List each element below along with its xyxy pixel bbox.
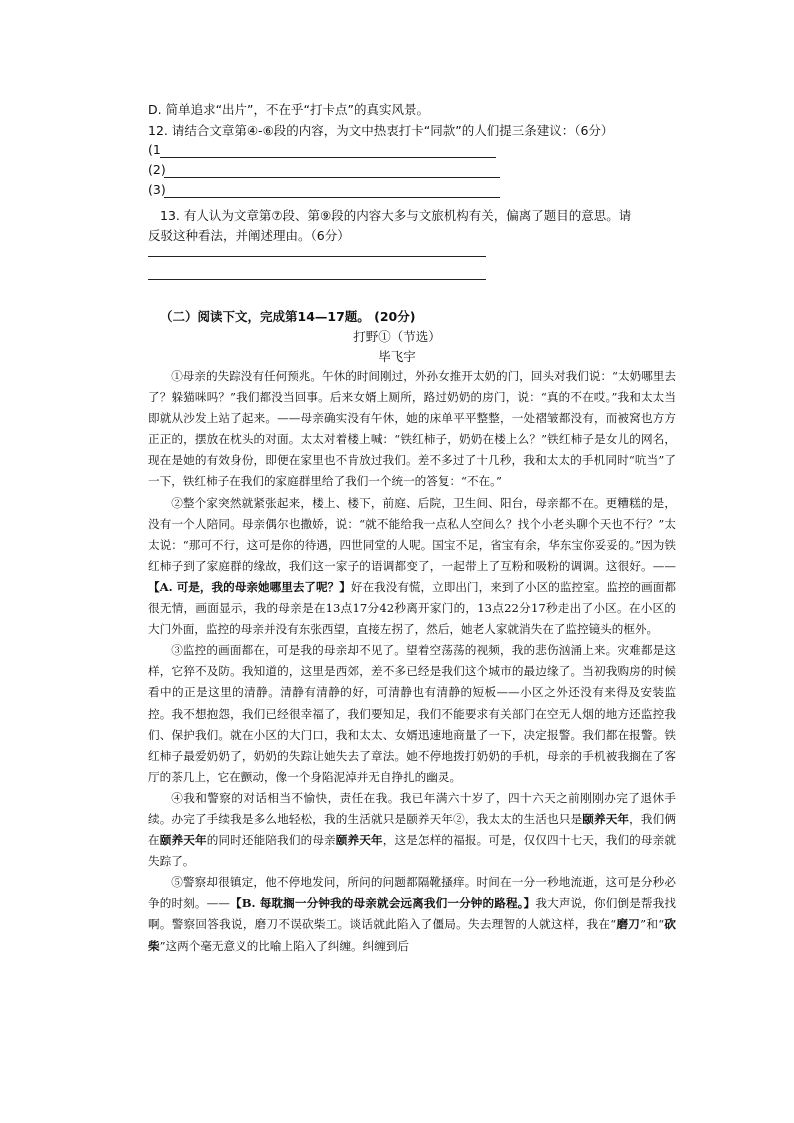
paragraph-4-text: ，这是怎样的福报。可是，仅仅四十七天，我们的母亲就失踪了。 bbox=[148, 833, 676, 869]
blank-label: (1 bbox=[148, 142, 161, 157]
answer-line-13b[interactable] bbox=[148, 279, 486, 280]
passage-title: 打野①（节选） bbox=[353, 329, 441, 344]
paragraph-2-text-a: ②整个家突然就紧张起来，楼上、楼下，前庭、后院，卫生间、阳台，母亲都不在。更糟糕的是，没有一个人陪同。母亲偶尔也撒娇，说：“就不能给我一点私人空间么？找个小老头聊个天也不行？”太太说：“那可不行，这可是你的待遇，四世同堂的人呢。国宝不足，省宝有余，华东宝你妥妥的。”因为铁红柿子到了家庭群的缘故，我们这一家子的语调都变了，一起带上了互粉和吸粉的调调。这很好。—— bbox=[148, 495, 676, 573]
paragraph-5-text: ”和“ bbox=[640, 917, 665, 932]
answer-blank-1[interactable] bbox=[148, 142, 496, 160]
section-heading: （二）阅读下文，完成第14—17题。 (20分) bbox=[160, 309, 416, 324]
paragraph-4 bbox=[148, 788, 676, 872]
paragraph-4-text: ④我和警察的对话相当不愉快，责任在我。我已年满六十岁了，四十六天之前刚刚办完了退休手续。办完了手续我是多么地轻松，我的生活就只是颐养天年②，我太太的生活也只是 bbox=[148, 790, 676, 826]
paragraph-2-text-b: 好在我没有慌，立即出门，来到了小区的监控室。监控的画面都很无情，画面显示，我的母亲是在13点17分42秒离开家门的，13点22分17秒走出了小区。在小区的大门外面，监控的母亲并没有东张西望，直接左拐了，然后，她老人家就消失在了监控镜头的框外。 bbox=[148, 579, 676, 637]
blank-underline bbox=[164, 197, 500, 198]
answer-line-13a[interactable] bbox=[148, 256, 486, 257]
bold-phrase: 颐养天年 bbox=[582, 811, 630, 826]
answer-blank-3[interactable] bbox=[148, 182, 500, 200]
passage-author: 毕飞宇 bbox=[378, 349, 416, 364]
bold-phrase: 颐养天年 bbox=[159, 833, 207, 848]
blank-label: (2) bbox=[148, 162, 166, 177]
paragraph-4-text: ，我们俩在 bbox=[148, 811, 676, 848]
bold-phrase: 磨刀 bbox=[616, 917, 641, 932]
marked-sentence-b: 【B. 每耽搁一分钟我的母亲就会远离我们一分钟的路程。】 bbox=[229, 896, 536, 911]
answer-blank-2[interactable] bbox=[148, 162, 500, 180]
bold-phrase: 颐养天年 bbox=[335, 833, 383, 848]
blank-underline bbox=[160, 157, 496, 158]
bold-phrase: 砍柴 bbox=[148, 917, 676, 953]
paragraph-5-text: ”这两个毫无意义的比喻上陷入了纠缠。纠缠到后 bbox=[159, 938, 410, 953]
question-13-line-2: 反驳这种看法，并阐述理由。（6分） bbox=[148, 228, 350, 243]
passage-body bbox=[148, 366, 676, 957]
paragraph-3: ③监控的画面都在，可是我的母亲却不见了。望着空荡荡的视频，我的悲伤汹涌上来。灾难都是这样，它猝不及防。我知道的，这里是西郊，差不多已经是我们这个城市的最边缘了。当初我购房的时候看中的正是这里的清静。清静有清静的好，可清静也有清静的短板——小区之外还没有来得及安装监控。我不想抱怨，我们已经很幸福了，我们要知足，我们不能要求有关部门在空无人烟的地方还监控我们、保护我们。就在小区的大门口，我和太太、女婿迅速地商量了一下，决定报警。我们都在报警。铁红柿子最爱奶奶了，奶奶的失踪让她失去了章法。她不停地拨打奶奶的手机，母亲的手机被我搁在了客厅的茶几上，它在颤动，像一个身陷泥淖并无自挣扎的幽灵。 bbox=[148, 643, 676, 784]
option-d: D. 简单追求“出片”，不在乎“打卡点”的真实风景。 bbox=[148, 102, 429, 117]
question-12: 12. 请结合文章第④-⑥段的内容，为文中热衷打卡“同款”的人们提三条建议：（6分） bbox=[148, 123, 614, 138]
marked-sentence-a: 【A. 可是，我的母亲她哪里去了呢？】 bbox=[148, 579, 351, 594]
paragraph-4-text: 的同时还能陪我们的母亲 bbox=[206, 833, 336, 848]
paragraph-5 bbox=[148, 872, 676, 956]
paragraph-1: ①母亲的失踪没有任何预兆。午休的时间刚过，外孙女推开太奶的门，回头对我们说：“太奶哪里去了？躲猫咪吗？”我们都没当回事。后来女婿上厕所，路过奶奶的房门，说：“真的不在哎。”我和太太当即就从沙发上站了起来。——母亲确实没有午休，她的床单平平整整，一处褶皱都没有，而被窝也方方正正的，摆放在枕头的对面。太太对着楼上喊：“铁红柿子，奶奶在楼上么？”铁红柿子是女儿的网名，现在是她的有效身份，即便在家里也不肯放过我们。差不多过了十几秒，我和太太的手机同时“吭当”了一下，铁红柿子在我们的家庭群里给了我们一个统一的答复：“不在。” bbox=[148, 369, 676, 489]
blank-label: (3) bbox=[148, 182, 166, 197]
paragraph-5-text: ⑤警察却很镇定，他不停地发问，所问的问题都隔靴搔痒。时间在一分一秒地流逝，这可是分秒必争的时刻。—— bbox=[148, 875, 676, 911]
question-13-line-1: 13. 有人认为文章第⑦段、第⑨段的内容大多与文旅机构有关，偏离了题目的意思。请 bbox=[160, 208, 632, 223]
paragraph-2 bbox=[148, 493, 676, 641]
blank-underline bbox=[164, 177, 500, 178]
paragraph-5-text: 我大声说，你们倒是帮我找啊。警察回答我说，磨刀不误砍柴工。谈话就此陷入了僵局。失去理智的人就这样，我在“ bbox=[148, 896, 676, 932]
